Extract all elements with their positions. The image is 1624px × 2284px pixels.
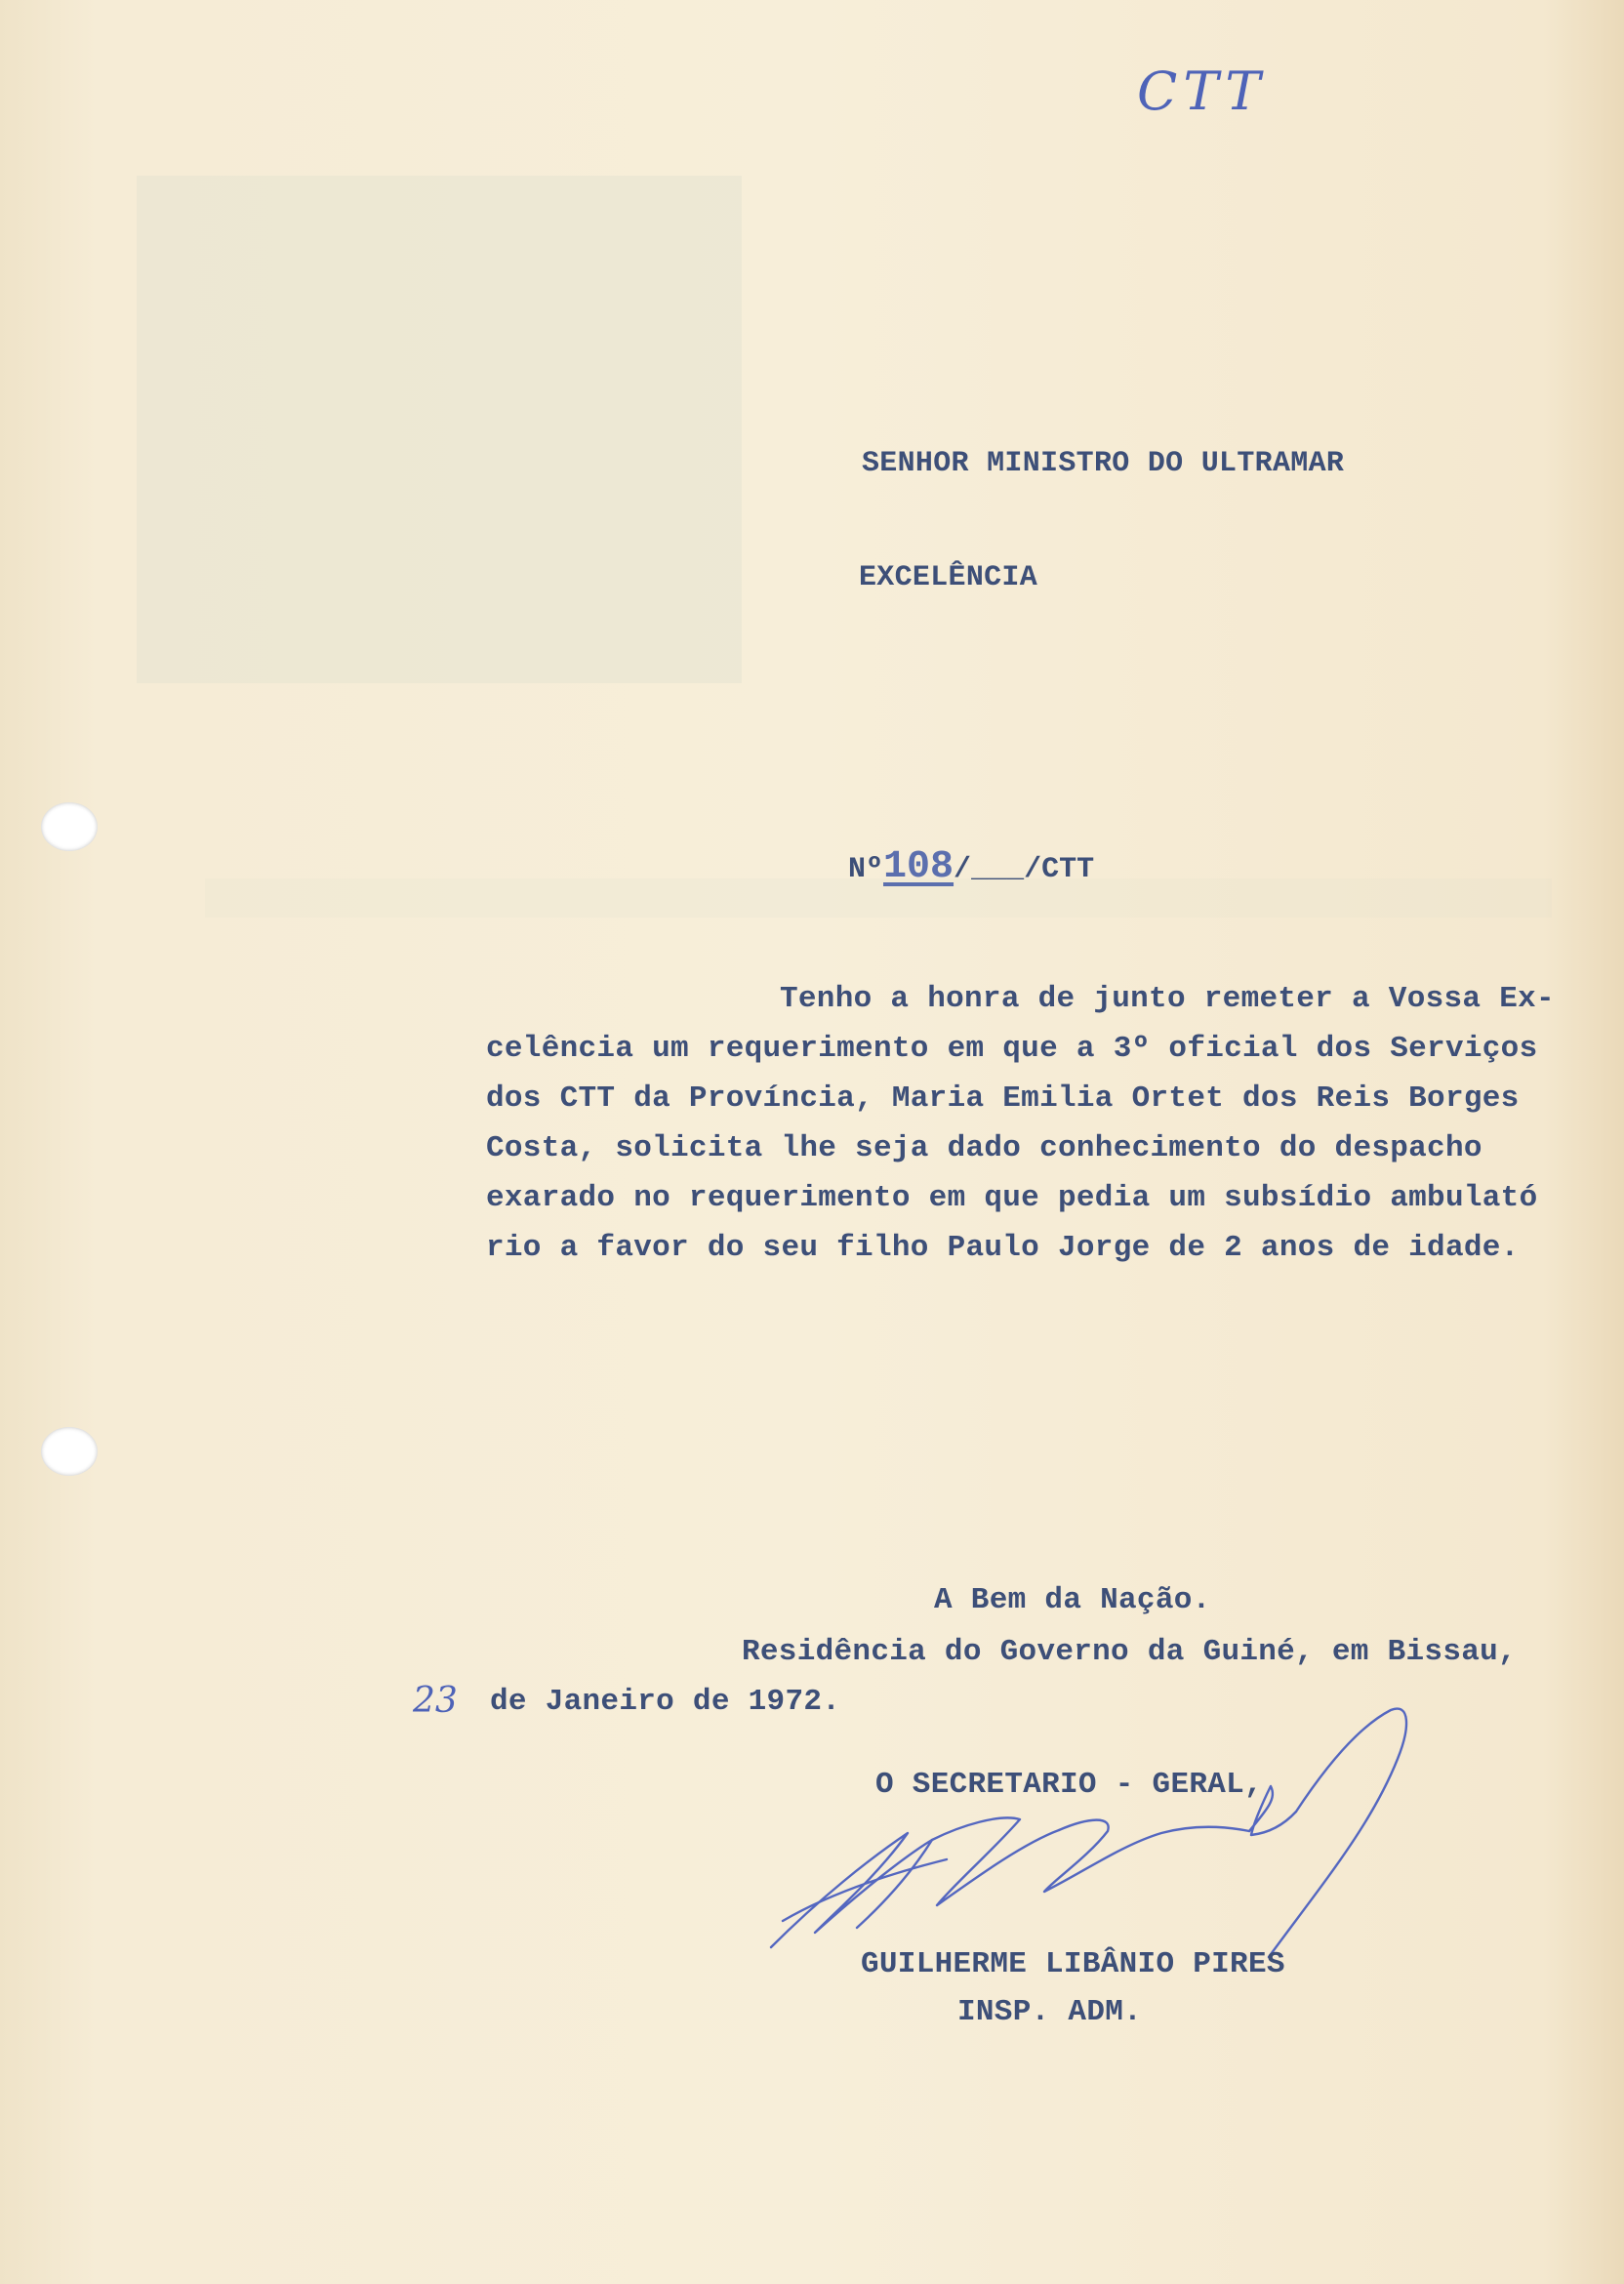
body-line-4: Costa, solicita lhe seja dado conhecimento do despacho xyxy=(486,1131,1482,1165)
reference-separator: / xyxy=(954,853,972,886)
handwritten-day: 23 xyxy=(413,1681,458,1721)
body-line-3: dos CTT da Província, Maria Emilia Ortet dos Reis Borges xyxy=(486,1081,1520,1116)
body-line-6: rio a favor do seu filho Paulo Jorge de 2 anos de idade. xyxy=(486,1231,1520,1265)
punch-hole-bottom xyxy=(41,1427,98,1476)
closing-salute: A Bem da Nação. xyxy=(934,1583,1211,1617)
reference-blank: ___ xyxy=(971,853,1025,886)
addressee-line: SENHOR MINISTRO DO ULTRAMAR xyxy=(862,447,1345,480)
closing-date: de Janeiro de 1972. xyxy=(490,1685,841,1719)
salutation-line: EXCELÊNCIA xyxy=(859,561,1038,594)
reference-number xyxy=(778,812,1094,922)
body-line-2: celência um requerimento em que a 3º oficial dos Serviços xyxy=(486,1032,1538,1066)
handwritten-signature xyxy=(761,1689,1425,1981)
handwritten-annotation: CTT xyxy=(1137,61,1267,122)
punch-hole-top xyxy=(41,802,98,851)
reference-number-value: 108 xyxy=(883,845,954,889)
reference-suffix: /CTT xyxy=(1024,853,1095,886)
bleed-through-block xyxy=(137,176,742,683)
reference-prefix: Nº xyxy=(848,853,884,886)
body-line-5: exarado no requerimento em que pedia um subsídio ambulató xyxy=(486,1181,1538,1215)
signatory-name: GUILHERME LIBÂNIO PIRES xyxy=(861,1947,1285,1981)
body-line-1: Tenho a honra de junto remeter a Vossa Ex- xyxy=(780,982,1555,1016)
signatory-title: O SECRETARIO - GERAL, xyxy=(875,1768,1263,1802)
signatory-role: INSP. ADM. xyxy=(957,1995,1143,2029)
closing-place: Residência do Governo da Guiné, em Bissau, xyxy=(742,1635,1517,1669)
